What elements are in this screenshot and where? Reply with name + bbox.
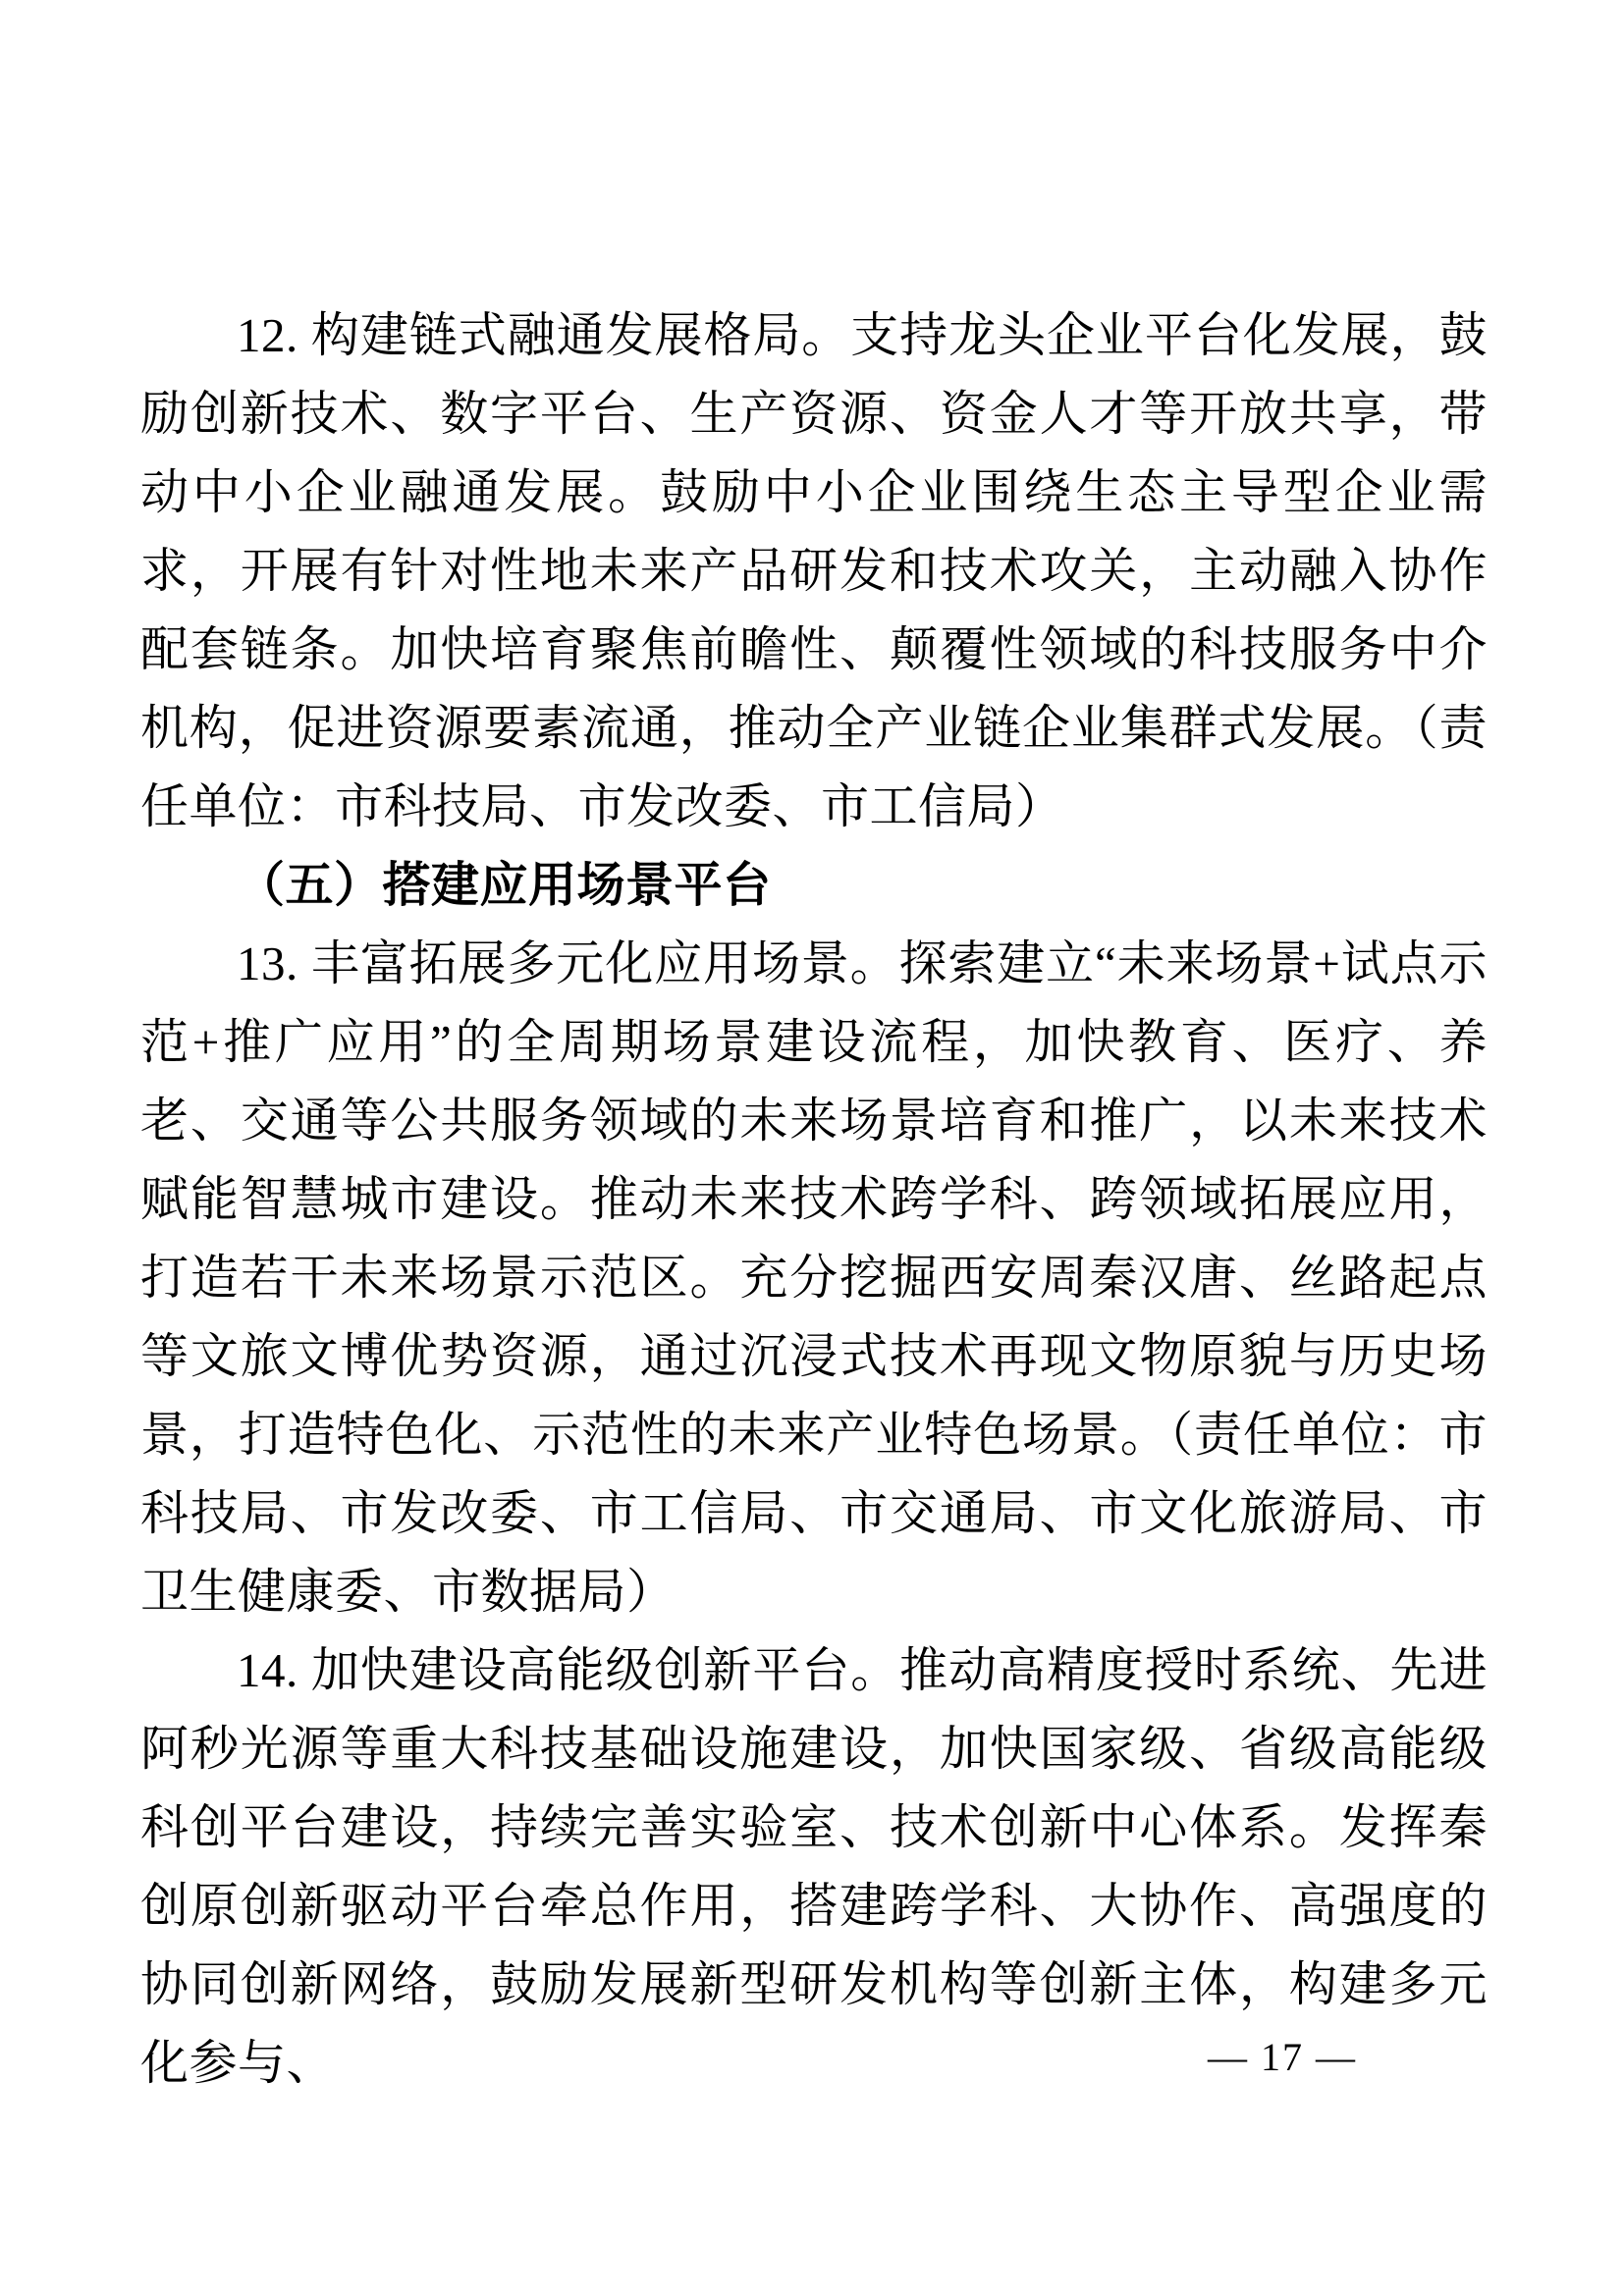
section-heading-5: （五）搭建应用场景平台 <box>237 858 772 912</box>
paragraph-14: 14. 加快建设高能级创新平台。推动高精度授时系统、先进阿秒光源等重大科技基础设施建设，加快国家级、省级高能级科创平台建设，持续完善实验室、技术创新中心体系。发挥秦创原创新驱动平台牵总作用，搭建跨学科、大协作、高强度的协同创新网络，鼓励发展新型研发机构等创新主体，构建多元化参与、 <box>140 1643 1488 2090</box>
document-body <box>140 296 1488 2103</box>
page-number: — 17 — <box>1208 2035 1357 2079</box>
paragraph-12: 12. 构建链式融通发展格局。支持龙头企业平台化发展，鼓励创新技术、数字平台、生产资源、资金人才等开放共享，带动中小企业融通发展。鼓励中小企业围绕生态主导型企业需求，开展有针对性地未来产品研发和技术攻关，主动融入协作配套链条。加快培育聚焦前瞻性、颠覆性领域的科技服务中介机构，促进资源要素流通，推动全产业链企业集群式发展。（责任单位：市科技局、市发改委、市工信局） <box>140 308 1488 833</box>
paragraph-13: 13. 丰富拓展多元化应用场景。探索建立“未来场景+试点示范+推广应用”的全周期场景建设流程，加快教育、医疗、养老、交通等公共服务领域的未来场景培育和推广，以未来技术赋能智慧城市建设。推动未来技术跨学科、跨领域拓展应用，打造若干未来场景示范区。充分挖掘西安周秦汉唐、丝路起点等文旅文博优势资源，通过沉浸式技术再现文物原貌与历史场景，打造特色化、示范性的未来产业特色场景。（责任单位：市科技局、市发改委、市工信局、市交通局、市文化旅游局、市卫生健康委、市数据局） <box>140 936 1488 1619</box>
